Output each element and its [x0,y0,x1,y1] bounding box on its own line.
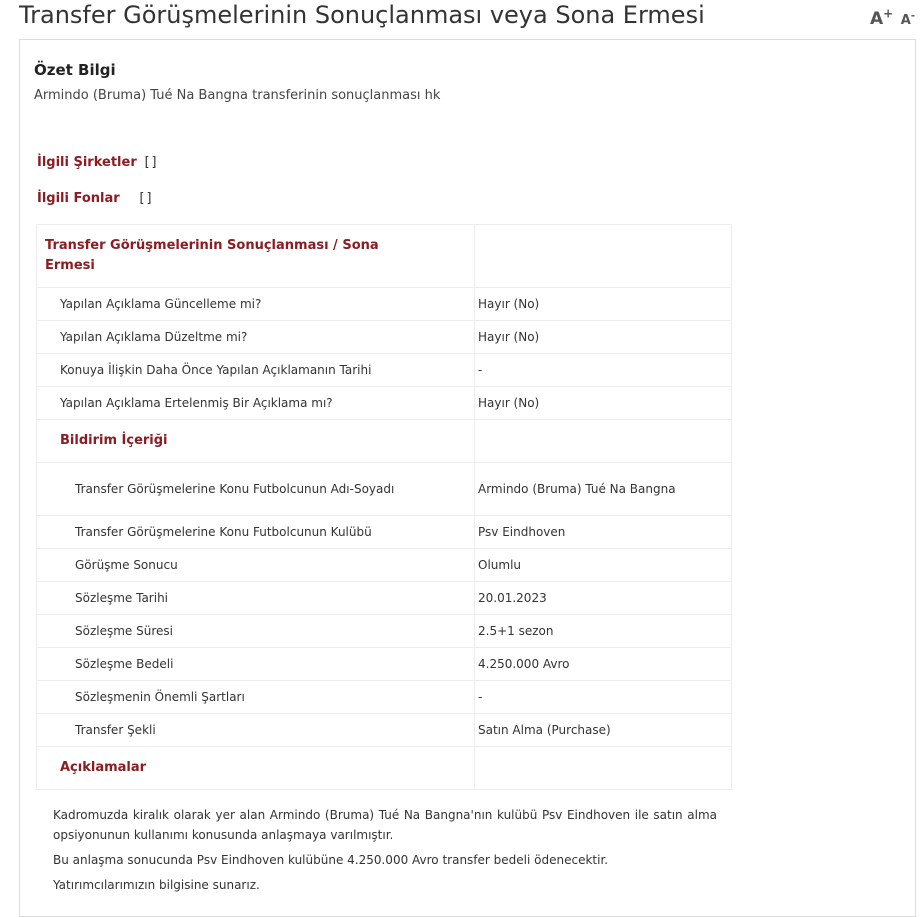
page-title: Transfer Görüşmelerinin Sonuçlanması veya Sona Ermesi [19,1,705,29]
font-decrease-label: A [900,12,911,28]
table-row [37,582,732,615]
summary-heading: Özet Bilgi [34,61,116,79]
related-funds [37,191,153,206]
row-value: Olumlu [478,558,522,572]
row-value: Satın Alma (Purchase) [478,723,611,737]
explanation-paragraph: Bu anlaşma sonucunda Psv Eindhoven kulübüne 4.250.000 Avro transfer bedeli ödenecektir. [53,853,609,867]
table-row [37,516,732,549]
related-companies-label[interactable]: İlgili Şirketler [37,155,137,170]
font-size-controls [870,6,915,29]
table-row [37,387,732,420]
table-row [37,681,732,714]
related-companies-value: [] [142,155,159,170]
summary-text: Armindo (Bruma) Tué Na Bangna transferinin sonuçlanması hk [34,88,441,103]
row-value: - [478,363,483,377]
row-label: Sözleşme Tarihi [75,591,169,605]
row-value: 20.01.2023 [478,591,547,605]
table-row [37,288,732,321]
row-label: Transfer Görüşmelerine Konu Futbolcunun Kulübü [75,525,372,539]
table-row [37,615,732,648]
row-label: Konuya İlişkin Daha Önce Yapılan Açıklamanın Tarihi [60,363,372,377]
related-companies [37,155,158,170]
table-row [37,648,732,681]
related-funds-value: [] [137,191,154,206]
disclosure-table [36,224,732,790]
row-value: Armindo (Bruma) Tué Na Bangna [478,482,676,496]
row-label: Görüşme Sonucu [75,558,178,572]
content-title: Bildirim İçeriği [60,433,168,448]
table-section-header-row [37,225,732,288]
row-value: - [478,690,483,704]
row-value: Hayır (No) [478,297,540,311]
row-label: Yapılan Açıklama Ertelenmiş Bir Açıklama mı? [60,396,333,410]
font-increase-button[interactable] [869,6,894,29]
row-label: Transfer Görüşmelerine Konu Futbolcunun Adı-Soyadı [75,482,395,496]
row-value: Psv Eindhoven [478,525,566,539]
row-label: Sözleşmenin Önemli Şartları [75,690,245,704]
section-title: Transfer Görüşmelerinin Sonuçlanması / Sona Ermesi [45,238,379,273]
row-label: Yapılan Açıklama Güncelleme mi? [60,297,262,311]
row-label: Sözleşme Süresi [75,624,173,638]
row-label: Transfer Şekli [75,723,156,737]
notes-header-row [37,747,732,790]
table-row [37,354,732,387]
table-row [37,321,732,354]
row-value: 2.5+1 sezon [478,624,554,638]
disclosure-panel [19,39,916,917]
font-decrease-button[interactable] [900,10,915,28]
explanation-text [53,805,717,900]
explanation-paragraph: Yatırımcılarımızın bilgisine sunarız. [53,878,260,892]
table-row [37,463,732,516]
row-value: Hayır (No) [478,330,540,344]
row-label: Sözleşme Bedeli [75,657,174,671]
row-value: Hayır (No) [478,396,540,410]
minus-icon: - [910,10,915,22]
table-row [37,714,732,747]
row-value: 4.250.000 Avro [478,657,570,671]
plus-icon: + [883,6,894,20]
content-header-row [37,420,732,463]
row-label: Yapılan Açıklama Düzeltme mi? [60,330,248,344]
explanation-paragraph: Kadromuzda kiralık olarak yer alan Armindo (Bruma) Tué Na Bangna'nın kulübü Psv Eindhoven ile satın alma opsiyonunun kullanımı konusunda anlaşmaya varılmıştır. [53,808,717,842]
table-row [37,549,732,582]
font-increase-label: A [869,8,884,29]
related-funds-label[interactable]: İlgili Fonlar [37,191,120,206]
notes-title: Açıklamalar [60,760,147,775]
